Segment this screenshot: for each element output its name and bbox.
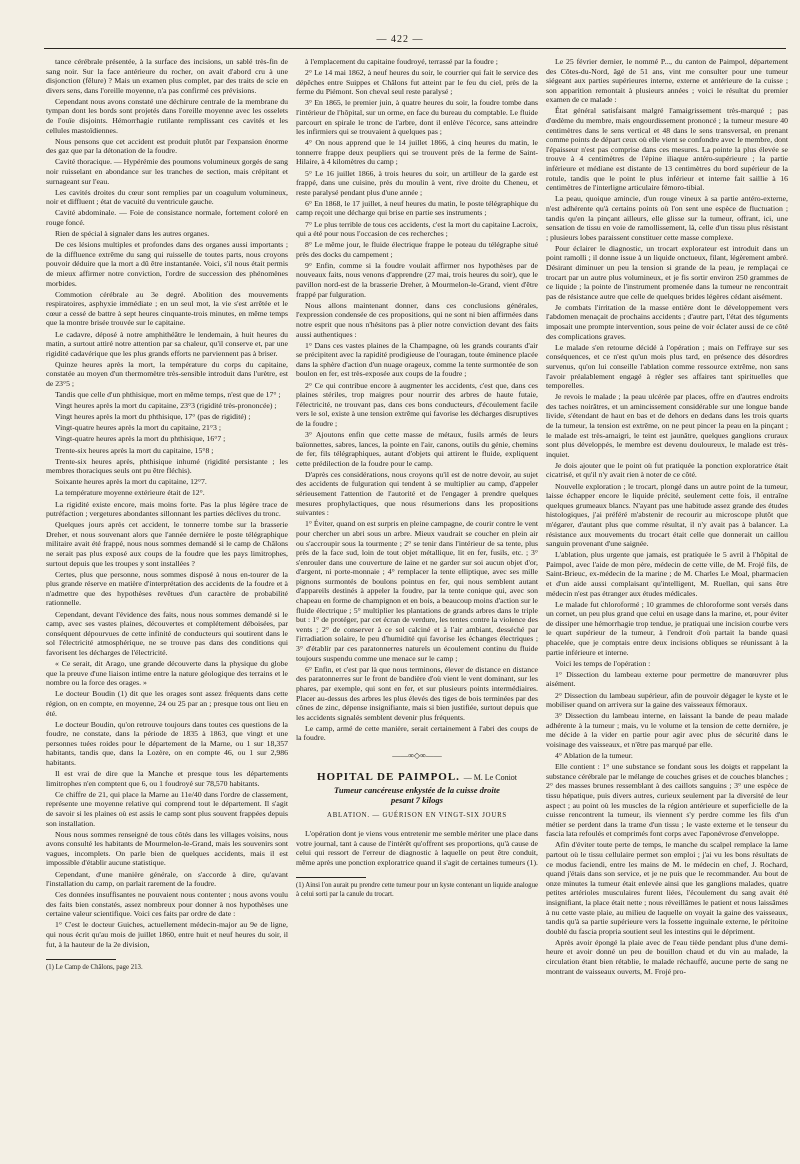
column-2 <box>296 57 538 978</box>
column-2-footnote <box>296 882 538 898</box>
paragraph: Je combats l'irritation de la masse entière dont le développement vers l'abdomen menaçait de prochains accidents ; d'autre part, l'état des téguments imposait une prompte intervention, sous peine de voir éclater aussi de ce côté des complications graves. <box>546 302 788 341</box>
footnote-rule-2 <box>296 877 366 878</box>
hospital-subtitle-2: pesant 7 kilogs <box>391 794 443 805</box>
paragraph: Le docteur Boudin (1) dit que les orages sont assez fréquents dans cette région, on en compte, en moyenne, 24 ou 25 par an ; presque tous ont lieu en été. <box>46 689 288 718</box>
hospital-heading <box>296 770 538 783</box>
paragraph: Soixante heures après la mort du capitaine, 12°7. <box>55 477 207 487</box>
hospital-title: HOPITAL DE PAIMPOL. <box>316 770 460 783</box>
page-number: — 422 — <box>376 34 424 45</box>
paragraph: 4° Ablation de la tumeur. <box>555 751 633 761</box>
hospital-intro-paragraph: L'opération dont je viens vous entretenir me semble mériter une place dans votre journal, tant à cause de l'intérêt qu'offrent ses proportions, qu'à cause de celui qui ressort de l'erreur de diagnostic à laquelle on peut être conduit, même après une ponction exploratrice quand il s'agit de certaines tumeurs (1). <box>296 828 538 867</box>
paragraph: Nous allons maintenant donner, dans ces conclusions générales, l'expression condensée de ces propositions, qui ne sont ni bien affirmées dans notre esprit que nous n'hésitons pas à plier notre conviction devant des faits aussi authentiques : <box>296 300 538 339</box>
paragraph: Vingt heures après la mort du capitaine, 23°3 (rigidité très-prononcée) ; <box>55 401 277 411</box>
paragraph: L'ablation, plus urgente que jamais, est pratiquée le 5 avril à l'hôpital de Paimpol, avec l'aide de mon père, médecin de cette ville, de M. Frojé fils, de Saint-Brieuc, ex-médecin de la marine ; de M. Charles Le Moal, pharmacien et d'un aide aussi complaisant qu'intelligent, M. Ruellan, qui sans être médecin n'est pas étranger aux études médicales. <box>546 550 788 598</box>
paragraph: Le malade s'en retourne décidé à l'opération ; mais on l'effraye sur ses conséquences, et ce n'est qu'un mois plus tard, en présence des désordres survenus, qu'on lui conseille l'ablation comme ressource extrême, non sans l'avoir préalablement engagé à régler ses affaires tant spirituelles que temporelles. <box>546 342 788 391</box>
paragraph: Ces données insuffisantes ne pouvaient nous contenter ; nous avons voulu des faits bien constatés, assez nombreux pour donner à nos hypothèses une certaine valeur scientifique. Voici ces faits par ordre de date : <box>46 890 288 919</box>
paragraph: Elle contient : 1° une substance se fondant sous les doigts et rappelant la substance cérébrale par le mélange de couches grises et de couches blanches ; 2° des masses brunes ressemblant à des caillots sanguins ; 3° une espèce de tissu hépatique, puis divers autres, curieux seulement par la diversité de leur aspect ; au point où les muscles de la région antérieure et superficielle de la cuisse rencontrent la tumeur, ils viennent s'y perdre comme les fils d'un métier se perdent dans la trame d'un tissu ; le vaste externe et le tenseur du fascia lata refoulés et comprimés font corps avec l'aponévrose d'enveloppe. <box>546 762 788 839</box>
paragraph: Cependant, devant l'évidence des faits, nous nous sommes demandé si le camp, avec ses vastes plaines, découvertes et complétement déboisées, par conséquent dépourvues de cette infinité de conducteurs qui soutirent dans le sol l'électricité atmosphérique, ne se trouve pas dans des conditions qui favorisent les décharges de l'électricité. <box>46 609 288 657</box>
footnote-rule <box>46 959 116 960</box>
paragraph: Certes, plus que personne, nous sommes disposé à nous en-tourer de la plus grande réserve en matière d'interprétation des accidents de la foudre et à n'admettre que des hypothèses revêtues d'un caractère de probabilité rationnelle. <box>46 569 288 608</box>
paragraph: Afin d'éviter toute perte de temps, le manche du scalpel remplace la lame partout où le tissu cellulaire permet son emploi ; j'ai vu les bons résultats de ce modus faciendi, entre les mains de M. le médecin en chef, J. Rochard, quand j'étais dans son service, et je ne puis que le recommander. Au bout de onze minutes la tumeur était enlevée ainsi que les ganglions malades, quatre petites artérioles musculaires furent liées, l'écoulement du sang avait été insignifiant, la place était nette ; nous réveillâmes le patient et nous laissâmes à nu cette vaste plaie, au milieu de laquelle on voyait la gaine des vaisseaux, tandis qu'à sa partie supérieure vers la fossette inguinale externe, le péritoine doublé du fascia propria soutient seul les intestins qui le dépriment. <box>546 840 788 936</box>
column-1 <box>46 57 288 978</box>
section-separator: ——∞◇∞—— <box>392 750 442 760</box>
hospital-subtitle-3: ABLATION. — GUÉRISON EN VINGT-SIX JOURS <box>327 812 507 820</box>
column-1-footnote <box>46 964 288 972</box>
paragraph: Nous nous sommes renseigné de tous côtés dans les villages voisins, nous avons consulté les habitants de Mourmelon-le-Grand, mais les souvenirs sont vagues, incomplets. On parle bien de quelques accidents, mais il est impossible d'établir aucune statistique. <box>46 829 288 868</box>
paragraph: 2° Dissection du lambeau supérieur, afin de pouvoir dégager le kyste et le mobiliser quand on arrivera sur la gaine des vaisseaux fémoraux. <box>546 690 788 710</box>
paragraph: Cependant, d'une manière générale, on s'accorde à dire, qu'avant l'installation du camp, on parlait rarement de la foudre. <box>46 869 288 889</box>
hospital-subtitle-1: Tumeur cancéreuse enkystée de la cuisse droite <box>334 785 500 796</box>
paragraph: Les cavités droites du cœur sont remplies par un coagulum volumineux, noir et diffluent ; état de vacuité du ventricule gauche. <box>46 187 288 207</box>
paragraph: De ces lésions multiples et profondes dans des organes aussi importants ; de la diffluence extrême du sang qui ruisselle de toutes parts, nous croyons pouvoir déduire que la mort a dû être instantanée. Voici, s'il nous était permis de mieux affirmer notre conviction, l'ordre de succession des phénomènes morbides. <box>46 240 288 288</box>
paragraph: Le camp, armé de cette manière, serait certainement à l'abri des coups de la foudre. <box>296 723 538 743</box>
paragraph: Il est vrai de dire que la Manche et presque tous les départements limitrophes n'en comptent que 6, ou 1 foudroyé sur 78,570 habitants. <box>46 769 288 788</box>
paragraph: Cavité abdominale. — Foie de consistance normale, fortement coloré en rouge foncé. <box>46 208 288 227</box>
paragraph: Le cadavre, déposé à notre amphithéâtre le lendemain, à huit heures du matin, a surtout attiré notre attention par sa chaleur, qu'il conserve et, par une rigidité cadavérique que les plus grands efforts ne parviennent pas à briser. <box>46 329 288 358</box>
paragraph: D'après ces considérations, nous croyons qu'il est de notre devoir, au sujet des accidents de fulguration qui tendent à se multiplier au camp, d'appeler sérieusement l'attention de l'autorité et de l'engager à prendre quelques mesures prophylactiques, que nous résumerions dans les propositions suivantes : <box>296 469 538 518</box>
paragraph: Trente-six heures après, phthisique inhumé (rigidité persistante ; les membres thoraciques seuls ont pu être fléchis). <box>46 456 288 476</box>
paragraph: 2° Ce qui contribue encore à augmenter les accidents, c'est que, dans ces plaines stériles, trop maigres pour nourrir des arbres de haute futaie, l'électricité, ne trouvant pas, dans ces bons conducteurs, d'écoulement facile vers le sol, existe à une tension extrême qui favorise les décharges disruptives de la foudre ; <box>296 380 538 428</box>
paragraph: 2° Le 14 mai 1862, à neuf heures du soir, le courrier qui fait le service des dépêches entre Suippes et Châlons fut atteint par le feu du ciel, près de la ferme du Piémont. Son cheval seul reste paralysé ; <box>296 68 538 97</box>
paragraph: Rien de spécial à signaler dans les autres organes. <box>55 229 210 239</box>
paragraph: Le docteur Boudin, qu'on retrouve toujours dans toutes ces questions de la foudre, ne constate, dans la période de 1835 à 1863, que vingt et une personnes tuées roides pour le département de la Marne, ou 1 sur 18,357 habitants, tandis que, dans la Lozère, on en compte 46, ou 1 sur 2,986 habitants. <box>46 719 288 767</box>
paragraph: Quelques jours après cet accident, le tonnerre tombe sur la brasserie Dreher, et nous souvenant alors que l'année dernière le poste télégraphique militaire avait été frappé, nous nous sommes demandé si le camp de Châlons ne serait pas plus exposé aux coups de la foudre que les pays limitrophes, surtout depuis que les troupes y sont installées ? <box>46 520 288 568</box>
paragraph: 3° En 1865, le premier juin, à quatre heures du soir, la foudre tombe dans l'intérieur de l'hôpital, sur un orme, en face du bureau du comptable. Le fluide parcourt en spirale le tronc de l'arbre, dont il enlève l'écorce, sans atteindre les infirmiers qui se trouvaient à quelques pas ; <box>296 98 538 137</box>
paragraph: Voici les temps de l'opération : <box>555 658 651 668</box>
paragraph: 4° On nous apprend que le 14 juillet 1866, à cinq heures du matin, le tonnerre frappe deux peupliers qui se trouvent près de la ferme de Saint-Hilaire, à 4 kilomètres du camp ; <box>296 138 538 167</box>
paragraph: 8° Le même jour, le fluide électrique frappe le poteau du télégraphe situé près des docks du campement ; <box>296 240 538 259</box>
paragraph: La rigidité existe encore, mais moins forte. Pas la plus légère trace de putréfaction ; vergetures abondantes sillonnant les parties déclives du tronc. <box>46 499 288 519</box>
paragraph: 7° Le plus terrible de tous ces accidents, c'est la mort du capitaine Lacroix, qui a été pour nous l'occasion de ces recherches ; <box>296 219 538 239</box>
paragraph: Trente-six heures après la mort du capitaine, 15°8 ; <box>55 445 214 455</box>
hospital-author: — M. Le Coniot <box>463 772 518 782</box>
paragraph: 9° Enfin, comme si la foudre voulait affirmer nos hypothèses par de nouveaux faits, nous venons d'apprendre (27 mai, trois heures du soir), que le pavillon nord-est de la brasserie Dreher, à Mourmelon-le-Grand, vient d'être frappé par fulguration. <box>296 260 538 299</box>
paragraph: 6° Enfin, et c'est par là que nous terminons, élever de distance en distance des paratonnerres sur le front de bandière d'où vient le vent dominant, sur les phares, par exemple, qui sont en fer, et sur plusieurs points intermédiaires. Placer au-dessus des arbres les plus élevés des tiges de bois terminées par des cônes de zinc, dépense insignifiante, mais si bien justifiée, surtout depuis que les accidents signalés semblent devenir plus fréquents. <box>296 664 538 722</box>
paragraph: Ce chiffre de 21, qui place la Marne au 11e/40 dans l'ordre de classement, représente une moyenne relative qui comprend tout le département. Il s'agit de savoir si les plaines où est assis le camp sont plus souvent frappées depuis son installation. <box>46 789 288 828</box>
paragraph: 1° Éviter, quand on est surpris en pleine campagne, de courir contre le vent pour chercher un abri sous un arbre. Mieux vaudrait se coucher en plein air ou s'accroupir sous la tourmente ; 2° se tenir dans l'intérieur de sa tente, plus près de la face sud, loin de tout objet métallique, lit en fer, fusils, etc. ; 3° s'enrouler dans une couverture de laine et ne garder sur soi aucun objet d'or, d'argent, ni porte-monnaie ; 4° remplacer la tente elliptique, avec ses mille pignons surmontés de boulons pointus en fer, qui nous semblent autant d'appareils destinés à appeler la foudre, par la tente conique qui, avec son chapeau en forme de champignon et en bois, a beaucoup moins d'action sur le fluide électrique ; 5° multiplier les plantations de grands arbres dans le triple but : 1° de protéger, par cet écran de verdure, les tentes contre la violence des vents ; 2° de conserver à ce sol calciné et à l'air ambiant, desséché par l'irradiation solaire, le peu d'humidité qui favorise les échanges électriques ; 3° d'établir par ces paratonnerres naturels un écoulement continu du fluide toujours suspendu comme une menace sur le camp ; <box>296 519 538 663</box>
paragraph: La peau, quoique amincie, d'un rouge vineux à sa partie antéro-externe, n'est adhérente qu'à certains points où l'on sent une espèce de fluctuation ; tandis qu'en la pinçant ailleurs, elle glisse sur la tumeur, offrant, ici, une sensation de tissu en voie de ramollissement, là, celle d'un tissu plus résistant ; plusieurs lobes paraissent constituer cette masse complexe. <box>546 194 788 242</box>
hospital-footnote: (1) Ainsi l'on aurait pu prendre cette tumeur pour un kyste contenant un liquide analogue à celui sorti par la canule du trocart. <box>296 882 538 898</box>
column-3 <box>546 57 788 978</box>
paragraph: Tandis que celle d'un phthisique, mort en même temps, n'est que de 17° ; <box>55 390 281 400</box>
column-2-body <box>296 57 538 743</box>
footnote-text: (1) Le Camp de Châlons, page 213. <box>46 964 143 972</box>
paragraph: 6° En 1868, le 17 juillet, à neuf heures du matin, le poste télégraphique du camp reçoit une décharge qui brise en partie ses instruments ; <box>296 198 538 218</box>
paragraph: 1° C'est le docteur Guiches, actuellement médecin-major au 9e de ligne, qui nous écrit qu'au mois de juillet 1860, entre huit et neuf heures du soir, il fut, à la hauteur de la 2e division, <box>46 920 288 949</box>
paragraph: État général satisfaisant malgré l'amaigrissement très-marqué ; pas d'œdème du membre, mais engourdissement prononcé ; la tumeur mesure 40 centimètres dans le sens vertical et 48 dans le sens transversal, en prenant comme points de départ ceux où elle vient se confondre avec le membre, dont l'épaisseur n'est pas comprise dans ces mesures. La pointe la plus élevée se trouve à 4 centimètres de l'épine iliaque antéro-supérieure ; la partie inférieure et médiane est distante de 13 centimètres du bord supérieur de la rotule, tandis que le point le plus inférieur et interne fait saillie à 16 centimètres de l'interligne articulaire fémoro-tibial. <box>546 106 788 193</box>
paragraph: Le malade fut chloroformé ; 10 grammes de chloroforme sont versés dans un cornet, un peu plus grand que celui en usage dans la marine, et, pour éviter de dissiper une hémorrhagie trop tendue, je pratiquai une incision courbe vers le quart supérieur de la tumeur, à l'endroit d'où partait la bande quasi phacelée, que je comptais entre deux incisions obliques se réunissant à la partie inférieure et interne. <box>546 599 788 657</box>
paragraph: 5° Le 16 juillet 1866, à trois heures du soir, un artilleur de la garde est frappé, dans une cuisine, près du moulin à vent, rive droite du Cheneu, et reste paralysé pendant plus d'une année ; <box>296 168 538 197</box>
paragraph: Le 25 février dernier, le nommé P..., du canton de Paimpol, département des Côtes-du-Nord, âgé de 51 ans, vint me consulter pour une tumeur siégeant aux parties supérieures interne, externe et antérieure de la cuisse ; son apparition remontait à plusieurs années ; voici le résultat du premier examen de ce malade : <box>546 57 788 105</box>
paragraph: Après avoir épongé la plaie avec de l'eau tiède pendant plus d'une demi-heure et avoir donné un peu de bouillon chaud et du vin au malade, la circulation étant bien rétablie, le malade réchauffé, aucune perte de sang ne montrant de vaisseaux ouverts, M. Frojé pro- <box>546 937 788 976</box>
paragraph: Nous pensons que cet accident est produit plutôt par l'expansion énorme des gaz que par la détonation de la foudre. <box>46 136 288 156</box>
paragraph: Commotion cérébrale au 3e degré. Abolition des mouvements respiratoires, asphyxie immédiate ; en un seul mot, la vie s'est arrêtée et le cœur a cessé de battre à sept heures cinquante-trois minutes, en même temps que la montre brisée trouvée sur le capitaine. <box>46 289 288 328</box>
paragraph: Vingt-quatre heures après la mort du capitaine, 21°3 ; <box>55 423 221 433</box>
paragraph: 3° Dissection du lambeau interne, en laissant la bande de peau malade adhérente à la tumeur ; mais, vu le volume et la tension de cette dernière, je me décide à la vider en partie pour agir avec plus de sécurité dans le voisinage des vaisseaux, et n'être pas marqué par elle. <box>546 711 788 749</box>
paragraph: Vingt heures après la mort du phthisique, 17° (pas de rigidité) ; <box>55 412 251 422</box>
paragraph: La température moyenne extérieure était de 12°. <box>55 488 205 498</box>
paragraph: Vingt-quatre heures après la mort du phthisique, 16°7 ; <box>55 434 226 444</box>
paragraph: Cavité thoracique. — Hypérémie des poumons volumineux gorgés de sang noir ruisselant en abondance sur les tranches de section, mais crépitant et surnageant sur l'eau. <box>46 157 288 186</box>
paragraph: à l'emplacement du capitaine foudroyé, terrassé par la foudre ; <box>305 57 498 66</box>
paragraph: 1° Dans ces vastes plaines de la Champagne, où les grands courants d'air se précipitent avec la rapidité prodigieuse de l'ouragan, toute éminence placée dans la sphère d'action d'un nuage orageux, comme la tente surmontée de son boulon en fer, est très-exposée aux coups de la foudre ; <box>296 340 538 379</box>
paragraph: Quinze heures après la mort, la température du corps du capitaine, constatée au moyen d'un thermomètre très-sensible introduit dans l'urètre, est de 23°5 ; <box>46 359 288 388</box>
text-columns <box>46 57 788 978</box>
paragraph: tance cérébrale présentée, à la surface des incisions, un sablé très-fin de sang noir. Sur la face antérieure du rocher, on avait d'abord cru à une disjonction (fêlure) ? Mais un examen plus complet, par des traits de scie en divers sens, dans l'oreille moyenne, n'a pas confirmé ces prévisions. <box>46 57 288 95</box>
paragraph: Pour éclairer le diagnostic, un trocart explorateur est introduit dans un point ramolli ; il donne issue à un liquide onctueux, filant, légèrement ambré. Désirant diminuer un peu la tension si grande de la peau, je remplaçai ce trocart par un autre plus volumineux, et je fis sortir environ 250 grammes de ce liquide ; la pointe de l'instrument promenée dans la tumeur ne rencontrait pas de résistance autre que celle de quelques brides légères cédant aisément. <box>546 243 788 301</box>
paragraph: « Ce serait, dit Arago, une grande découverte dans la physique du globe que la preuve d'une liaison intime entre la nature géologique des terrains et le nombre ou la force des orages. » <box>46 659 288 688</box>
paragraph: Cependant nous avons constaté une déchirure centrale de la membrane du tympan dont les bords sont projetés dans l'oreille moyenne avec les osselets de l'ouïe disjoints. Hémorrhagie rutilante remplissant ces cavités et les cellules mastoïdiennes. <box>46 96 288 135</box>
paragraph: Je dois ajouter que le point où fut pratiquée la ponction exploratrice était cicatrisé, et qu'il n'y avait rien à noter de ce côté. <box>546 460 788 480</box>
header-rule <box>44 48 786 49</box>
paragraph: Nouvelle exploration ; le trocart, plongé dans un autre point de la tumeur, laisse échapper encore le liquide précité, seulement cette fois, il entraîne quelques grumeaux blancs. N'ayant pas une habitude assez grande des études histologiques, j'ai préféré m'abstenir de recourir au microscope plutôt que m'égarer, d'autant plus que comme résultat, il n'y avait pas à balancer. La résistance aux mouvements du trocart était celle que donnerait un caillou sanguin provenant d'une saignée. <box>546 481 788 549</box>
column-1-body <box>46 57 288 949</box>
column-3-body <box>546 57 788 976</box>
paragraph: Je revois le malade ; la peau ulcérée par places, offre en d'autres endroits des taches noirâtres, et un amincissement considérable sur une longue bande livide, s'étendant de haut en bas et de dehors en dedans dans les trois quarts de la tumeur, la tension est extrême, on ne peut pincer la peau en la pinçant ; le malade est très-amaigri, le teint est jaunâtre, quelques ganglions cruraux sont plus développés, le membre est devenu douloureux, le malade est très-inquiet. <box>546 392 788 459</box>
paragraph: 1° Dissection du lambeau externe pour permettre de manœuvrer plus aisément. <box>546 669 788 689</box>
paragraph: 3° Ajoutons enfin que cette masse de métaux, fusils armés de leurs baïonnettes, sabres, lances, la pointe en l'air, canons, outils du génie, chemins de fer, fils télégraphiques, autant d'objets qui attirent le fluide, expliquent cette prédilection de la foudre pour le camp. <box>296 429 538 468</box>
